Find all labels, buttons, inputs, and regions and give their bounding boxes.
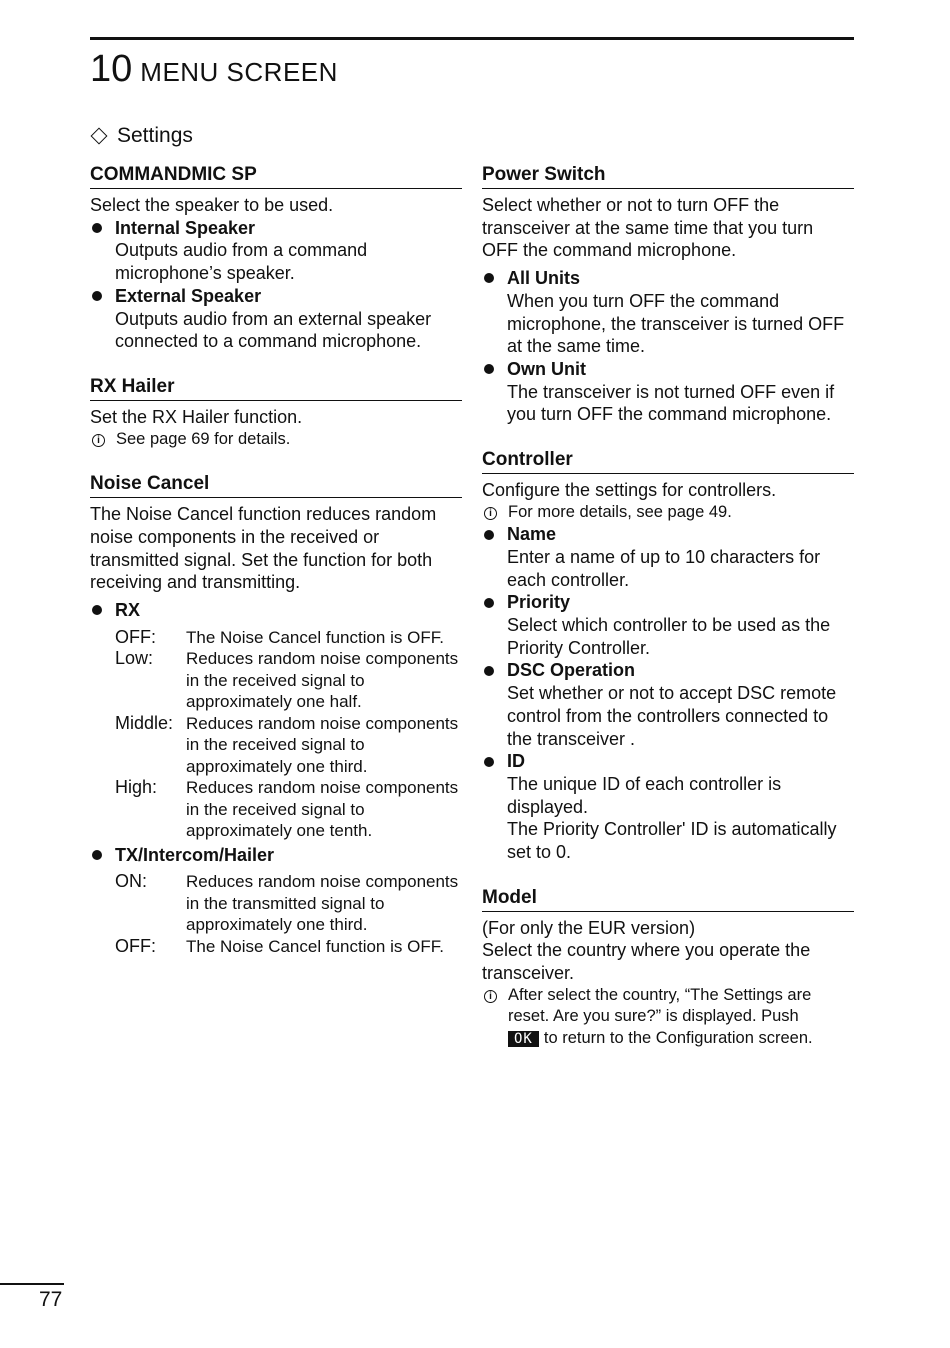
section-title: Power Switch xyxy=(482,163,854,189)
bullet-title: TX/Intercom/Hailer xyxy=(115,844,275,865)
bullet-body: The Priority Controller' ID is automatically set to 0. xyxy=(507,819,837,863)
section-intro: (For only the EUR version) xyxy=(482,917,696,938)
noise-cancel-section xyxy=(90,472,462,957)
bullet-icon xyxy=(484,598,494,608)
ok-key-icon: OK xyxy=(508,1031,539,1047)
note xyxy=(482,502,854,524)
bullet-icon xyxy=(92,291,102,301)
bullet-item xyxy=(482,750,854,773)
controller-section xyxy=(482,448,854,864)
bullet-body: Set whether or not to accept DSC remote control from the controllers connected to the transceiver . xyxy=(507,683,837,749)
option-text: Reduces random noise components in the received signal to approximately one half. xyxy=(186,649,459,712)
option-row xyxy=(90,936,462,958)
page-number: 77 xyxy=(39,1288,63,1311)
note xyxy=(90,429,462,451)
bullet-icon xyxy=(92,605,102,615)
section-intro: The Noise Cancel function reduces random noise components in the received or transmitted signal. Set the function for both receiving and transmitting. xyxy=(90,504,437,593)
note-text xyxy=(508,985,854,1050)
bullet-body: When you turn OFF the command microphone, the transceiver is turned OFF at the same time. xyxy=(507,290,845,357)
option-row xyxy=(90,648,462,713)
bullet-icon xyxy=(484,530,494,540)
section-title: Controller xyxy=(482,448,854,474)
bullet-body: Select which controller to be used as the Priority Controller. xyxy=(507,615,831,658)
section-intro: Configure the settings for controllers. xyxy=(482,480,777,501)
option-row xyxy=(90,871,462,936)
bullet-item xyxy=(90,217,462,240)
section-title: RX Hailer xyxy=(90,375,462,401)
bullet-icon xyxy=(92,850,102,860)
left-column xyxy=(90,163,462,979)
info-icon: i xyxy=(484,990,497,1003)
option-row xyxy=(90,713,462,778)
note-text-part: After select the country, “The Settings are reset. Are you sure?” is displayed. Push xyxy=(508,985,812,1026)
option-row xyxy=(90,777,462,842)
bullet-icon xyxy=(92,223,102,233)
bullet-item xyxy=(482,659,854,682)
option-key: ON: xyxy=(115,871,148,892)
bullet-icon xyxy=(484,757,494,767)
option-text: The Noise Cancel function is OFF. xyxy=(186,936,444,956)
subsection-heading xyxy=(90,124,193,148)
bullet-title: Priority xyxy=(507,592,571,613)
info-icon: i xyxy=(92,434,105,447)
option-text: Reduces random noise components in the transmitted signal to approximately one third. xyxy=(186,872,459,935)
option-key: Low: xyxy=(115,648,154,669)
diamond-outline-icon xyxy=(91,128,108,145)
note xyxy=(482,985,854,1050)
bullet-body: The transceiver is not turned OFF even if you turn OFF the command microphone. xyxy=(507,381,835,425)
bullet-item xyxy=(90,599,462,622)
option-key: OFF: xyxy=(115,626,156,647)
bullet-title: All Units xyxy=(507,268,581,289)
note-text: For more details, see page 49. xyxy=(508,502,732,521)
model-section xyxy=(482,886,854,1050)
section-intro: Set the RX Hailer function. xyxy=(90,406,303,427)
top-rule xyxy=(90,37,854,40)
section-intro: Select the speaker to be used. xyxy=(90,195,334,215)
rx-hailer-section xyxy=(90,375,462,450)
section-intro: Select the country where you operate the transceiver. xyxy=(482,940,811,984)
note-text: See page 69 for details. xyxy=(116,429,291,448)
chapter-heading xyxy=(90,48,338,91)
bullet-body: Outputs audio from a command microphone’s speaker. xyxy=(115,240,368,284)
power-switch-section xyxy=(482,163,854,426)
bullet-body: Outputs audio from an external speaker connected to a command microphone. xyxy=(115,308,432,352)
footer-rule xyxy=(0,1283,64,1285)
option-text: The Noise Cancel function is OFF. xyxy=(186,627,444,647)
option-key: OFF: xyxy=(115,935,156,956)
bullet-item xyxy=(90,285,462,308)
bullet-item xyxy=(90,844,462,867)
note-text-part: to return to the Configuration screen. xyxy=(543,1028,813,1047)
bullet-icon xyxy=(484,364,494,374)
option-text: Reduces random noise components in the received signal to approximately one third. xyxy=(186,713,459,776)
bullet-body: Enter a name of up to 10 characters for each controller. xyxy=(507,546,821,590)
bullet-title: Own Unit xyxy=(507,358,586,379)
commandmic-section xyxy=(90,163,462,353)
bullet-item xyxy=(482,591,854,614)
right-column xyxy=(482,163,854,1071)
option-key: Middle: xyxy=(115,712,174,733)
chapter-number: 10 xyxy=(90,48,133,90)
info-icon: i xyxy=(484,507,497,520)
section-title: COMMANDMIC SP xyxy=(90,163,462,189)
section-title: Noise Cancel xyxy=(90,472,462,498)
subsection-label: Settings xyxy=(117,124,193,147)
bullet-item xyxy=(482,358,854,381)
bullet-item xyxy=(482,523,854,546)
option-key: High: xyxy=(115,777,158,798)
option-row xyxy=(90,627,462,649)
chapter-title: MENU SCREEN xyxy=(140,57,338,87)
bullet-title: ID xyxy=(507,751,525,772)
bullet-title: Name xyxy=(507,524,557,545)
section-title: Model xyxy=(482,886,854,912)
bullet-title: External Speaker xyxy=(115,285,262,306)
bullet-icon xyxy=(484,666,494,676)
section-intro: Select whether or not to turn OFF the transceiver at the same time that you turn OFF the command microphone. xyxy=(482,195,814,261)
option-text: Reduces random noise components in the received signal to approximately one tenth. xyxy=(186,778,459,841)
bullet-item xyxy=(482,267,854,290)
bullet-body: The unique ID of each controller is displayed. xyxy=(507,773,782,817)
bullet-title: RX xyxy=(115,599,141,620)
bullet-title: DSC Operation xyxy=(507,660,636,681)
bullet-title: Internal Speaker xyxy=(115,217,256,238)
bullet-icon xyxy=(484,273,494,283)
